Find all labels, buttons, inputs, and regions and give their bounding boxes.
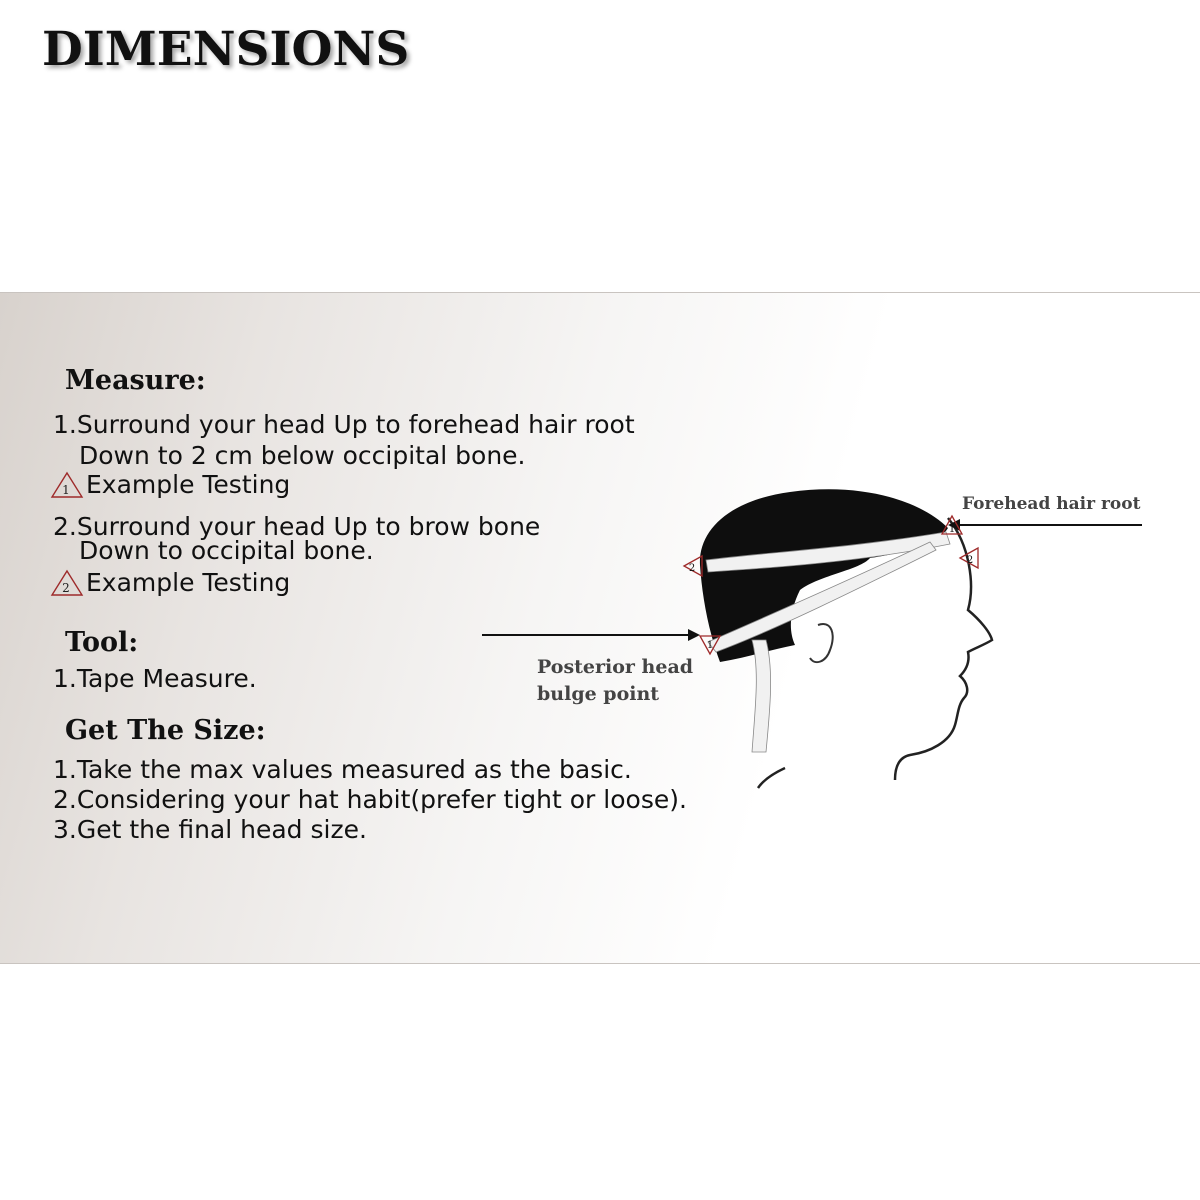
warning-triangle-icon [50,569,84,597]
example-number-2: 2 [62,580,70,595]
measure-step2-line2: Down to occipital bone. [79,536,374,565]
example-testing-2 [50,568,290,597]
measure-step2-line1: 2.Surround your head Up to brow bone [53,512,541,541]
tool-heading: Tool: [65,627,139,658]
arrow-head-icon [688,629,700,641]
forehead-hair-root-label: Forehead hair root [962,494,1141,514]
measure-step1-line1: 1.Surround your head Up to forehead hair root [53,410,635,439]
size-item-2: 2.Considering your hat habit(prefer tight or loose). [53,785,687,814]
posterior-head-label-line1: Posterior head [537,656,694,678]
warning-triangle-icon [50,471,84,499]
size-heading: Get The Size: [65,715,266,746]
example-testing-1 [50,470,290,499]
tape-measure-end [752,640,771,752]
size-item-1: 1.Take the max values measured as the basic. [53,755,632,784]
svg-text:1: 1 [706,640,714,651]
tool-item-1: 1.Tape Measure. [53,664,257,693]
marker-2-brow [960,548,978,568]
measure-step1-line2: Down to 2 cm below occipital bone. [79,441,526,470]
svg-text:2: 2 [966,555,974,566]
example-number-1: 1 [62,482,70,497]
svg-text:2: 2 [688,563,696,574]
marker-2-back [684,556,702,576]
example-testing-1-label: Example Testing [86,470,291,499]
size-item-3: 3.Get the final head size. [53,815,367,844]
head-illustration [470,470,1190,790]
page-title: DIMENSIONS [42,22,410,77]
svg-text:1: 1 [948,524,956,535]
ear [810,624,833,662]
example-testing-2-label: Example Testing [86,568,291,597]
head-measurement-diagram [470,470,1190,790]
measure-heading: Measure: [65,365,206,396]
neck-outline [758,768,785,788]
posterior-head-label-line2: bulge point [537,683,660,705]
